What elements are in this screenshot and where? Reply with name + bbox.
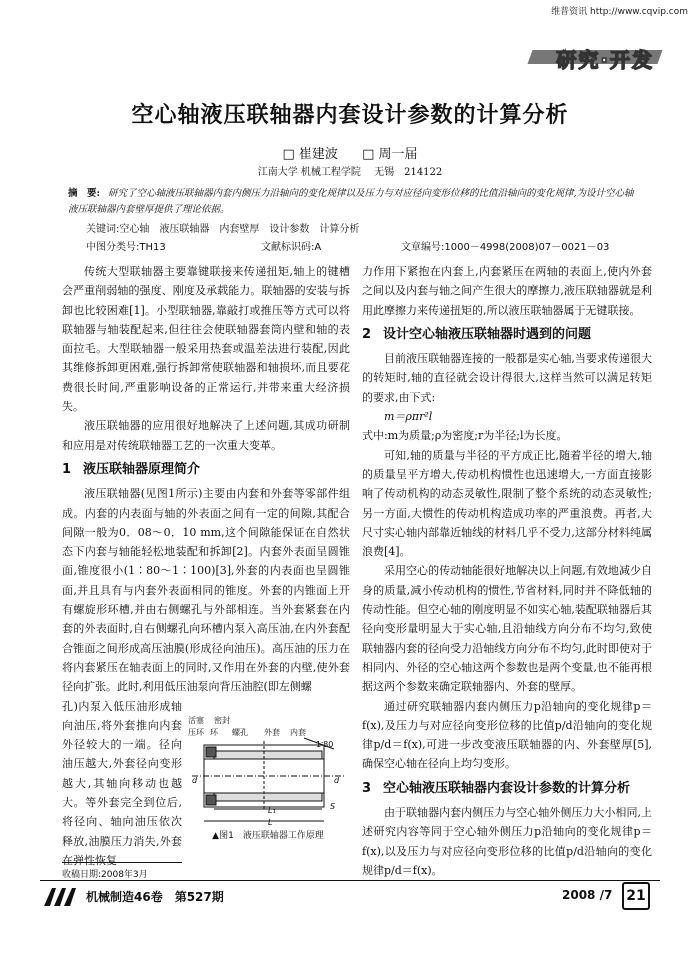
issue-date: 2008 /7	[562, 888, 613, 902]
section-title: 设计空心轴液压联轴器时遇到的问题	[383, 326, 592, 342]
fig-label-seal: 密封	[214, 716, 230, 725]
authors	[0, 143, 700, 162]
abstract-label: 摘 要:	[68, 188, 101, 199]
section-heading-1	[62, 460, 350, 479]
seal-top	[206, 747, 216, 757]
abstract-text: 研究了空心轴液压联轴器内套内侧压力沿轴向的变化规律以及压力与对应径向变形位移的比值沿轴向的变化规律,为设计空心轴液压联轴器内套壁厚提供了理论依据。	[68, 188, 634, 215]
right-column	[362, 262, 652, 880]
affiliation: 江南大学 机械工程学院 无锡 214122	[257, 167, 443, 178]
article-number: 文章编号:1000－4998(2008)07－0021－03	[401, 242, 610, 253]
section-number: 2	[362, 326, 372, 342]
fig-label-L1: L₁	[268, 806, 276, 815]
received-date: 收稿日期:2008年3月	[62, 862, 182, 880]
fig-label-screw-hole: 螺孔	[232, 728, 248, 737]
page-number: 21	[622, 882, 650, 910]
clc-number: 中图分类号:TH13	[86, 242, 166, 253]
author-1: □ 崔建波	[282, 147, 338, 162]
paragraph: 目前液压联轴器连接的一般都是实心轴,当要求传递很大的转矩时,轴的直径就会设计得很大,这样当然可以满足转矩的要求,由下式:	[362, 352, 652, 404]
outer-sleeve-bottom	[214, 793, 322, 801]
paragraph-wrapped: 孔)内泵入低压油形成轴向油压,将外套推向内套外径较大的一端。径向油压越大,外套径向变形越大,其轴向移动也越大。等外套完全到位后,将径向、轴向油压依次释放,油膜压力消失,外套在弹性恢复	[62, 699, 182, 867]
fig-label-inner-sleeve: 内套	[290, 728, 306, 737]
seal-bottom	[206, 795, 216, 805]
fig-label-outer-sleeve: 外套	[264, 728, 280, 737]
banner-text: 研究·开发	[556, 48, 654, 72]
classification-line	[86, 238, 616, 253]
footer-rule	[40, 880, 660, 881]
section-title: 液压联轴器原理简介	[83, 461, 201, 477]
section-title: 空心轴液压联轴器内套设计参数的计算分析	[383, 780, 631, 796]
outer-sleeve-top	[214, 751, 322, 759]
site-watermark: 维普资讯 http://www.cqvip.com	[551, 7, 688, 17]
figure-caption: ▲图1 液压联轴器工作原理	[212, 831, 324, 841]
fig-label-L: L	[268, 818, 273, 827]
paragraph: 由于联轴器内套内侧压力与空心轴外侧压力大小相同,上述研究内容等同于空心轴外侧压力p沿轴向的变化规律p＝f(x),以及压力与对应径向变形位移的比值p/d沿轴向的变化规律p/d＝f(x)。	[362, 806, 652, 877]
paragraph: 可知,轴的质量与半径的平方成正比,随着半径的增大,轴的质量呈平方增大,传动机构惯性也迅速增大,一方面直接影响了传动机构的动态灵敏性,限制了整个系统的动态灵敏性;另一方面,大惯性的传动机构造成功率的严重浪费。再者,大尺寸实心轴内部靠近轴线的材料几乎不受力,这部分材料纯属浪费[4]。	[362, 448, 652, 559]
author-2: □ 周一届	[362, 147, 418, 162]
section-heading-2	[362, 325, 652, 344]
journal-logo-icon	[42, 886, 78, 908]
formula: m＝ρπr²l	[384, 410, 433, 424]
paragraph: 液压联轴器的应用很好地解决了上述问题,其成功研制和应用是对传统联轴器工艺的一次重大变革。	[62, 419, 350, 452]
paragraph: 传统大型联轴器主要靠键联接来传递扭矩,轴上的键槽会严重削弱轴的强度、刚度及承载能力。联轴器的安装与拆卸也比较困难[1]。小型联轴器,靠敲打或推压等方式可以将联轴器与轴装配起来,但往往会使联轴器套筒内壁和轴的表面拉毛。大型联轴器一般采用热套或温差法进行装配,因此其维修拆卸更困难,强行拆卸常使联轴器和轴损坏,而且要花费很长时间,严重影响设备的正常运行,并带来重大经济损失。	[62, 265, 350, 414]
fig-label-ring: 压环	[188, 728, 204, 737]
paragraph: 液压联轴器(见图1所示)主要由内套和外套等零部件组成。内套的内表面与轴的外表面之间有一定的间隙,其配合间隙一般为0．08～0．10 mm,这个间隙能保证在自然状态下内套与轴能轻松地装配和拆卸[2]。内套外表面呈圆锥面,锥度很小(1∶80～1∶100)[3],外套的内表面也呈圆锥面,并且具有与内套外表面相同的锥度。外套的内锥面上开有螺旋形环槽,并由右侧螺孔与外部相连。当外套紧套在内套的外表面时,自右侧螺孔向环槽内泵入高压油,在内外套配合锥面之间形成高压油膜(形成径向油压)。高压油的压力在将内套紧压在轴表面上的同时,又作用在外套的内壁,使外套径向扩张。此时,利用低压油泵向背压油腔(即左侧螺	[62, 487, 350, 694]
fig-label-S: S	[330, 802, 336, 811]
section-heading-3	[362, 779, 652, 798]
fig-label-d-right: d	[334, 776, 340, 785]
fig-label-ring2: 环	[210, 728, 218, 737]
fig-label-d-left: d	[192, 776, 198, 785]
fig-label-piston: 活塞	[188, 716, 204, 725]
paragraph: 力作用下紧抱在内套上,内套紧压在两轴的表面上,使内外套之间以及内套与轴之间产生很大的摩擦力,液压联轴器就是利用此摩擦力来传递扭矩的,所以液压联轴器属于无键联接。	[362, 265, 652, 317]
paragraph: 通过研究联轴器内套内侧压力p沿轴向的变化规律p＝f(x),及压力与对应径向变形位移的比值p/d沿轴向的变化规律p/d＝f(x),可进一步改变液压联轴器的内、外套壁厚[5],确保空心轴在径向上均匀变形。	[362, 699, 652, 771]
section-banner	[530, 44, 660, 72]
coupling-diagram	[184, 713, 352, 828]
section-number: 1	[62, 461, 72, 477]
paragraph: 采用空心的传动轴能很好地解决以上问题,有效地减少自身的质量,减小传动机构的惯性,节省材料,同时并不降低轴的传动性能。但空心轴的刚度明显不如实心轴,装配联轴器后其径向变形量明显大于实心轴,且沿轴线方向分布不均匀,致使联轴器内套的径向受力沿轴线方向分布不均匀,此时即使对于相同内、外径的空心轴这两个参数也是两个变量,也不能再根据这两个参数来确定联轴器内、外套的壁厚。	[362, 564, 652, 694]
abstract	[68, 186, 638, 218]
section-number: 3	[362, 780, 372, 796]
formula-legend: 式中:m为质量;ρ为密度;r为半径;l为长度。	[362, 429, 568, 443]
figure-1	[184, 713, 352, 843]
keywords: 关键词:空心轴 液压联轴器 内套壁厚 设计参数 计算分析	[86, 224, 360, 235]
journal-info: 机械制造46卷 第527期	[86, 890, 224, 904]
paper-title: 空心轴液压联轴器内套设计参数的计算分析	[131, 103, 569, 128]
document-code: 文献标识码:A	[261, 242, 322, 253]
fig-label-taper: 1∶80	[316, 740, 334, 749]
